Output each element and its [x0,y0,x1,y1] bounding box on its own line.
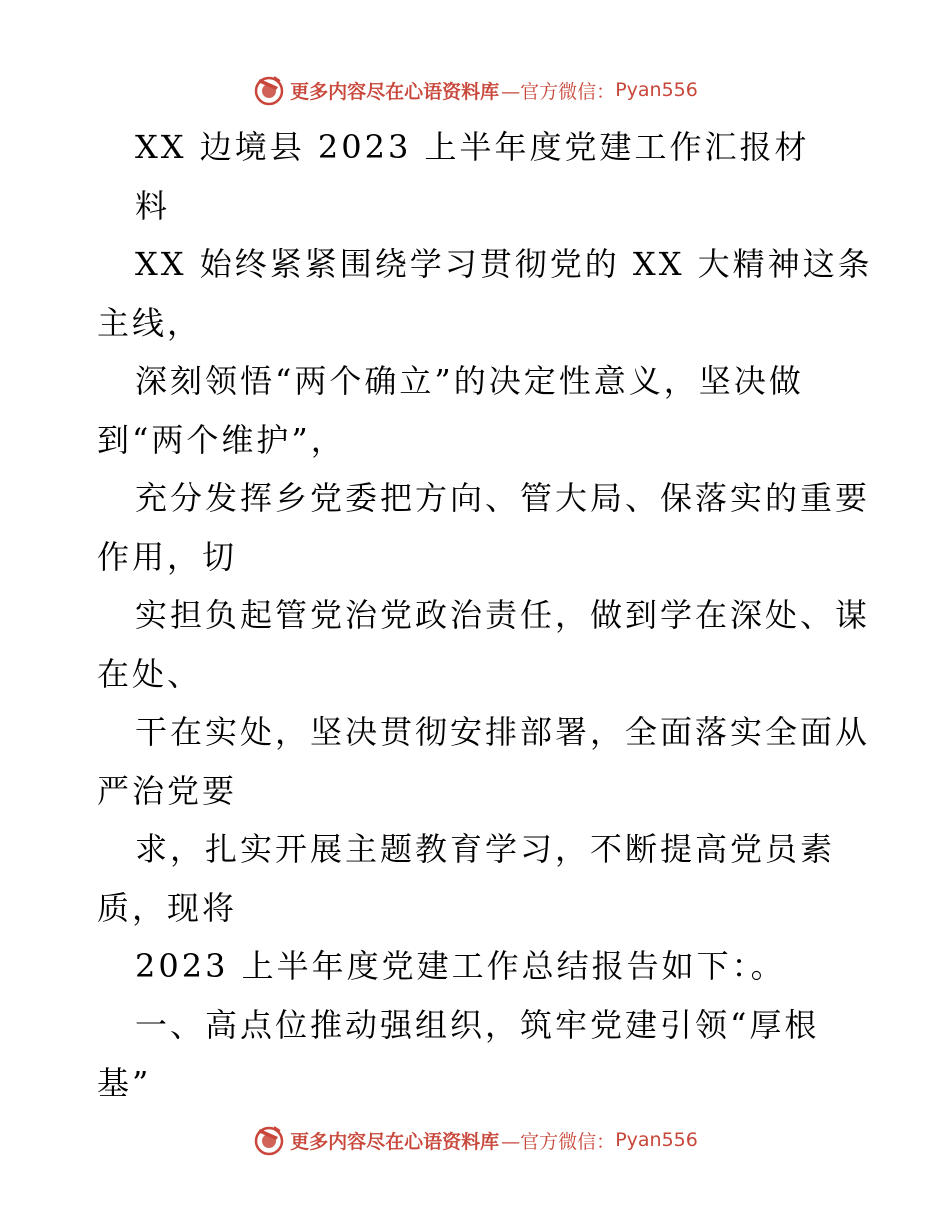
text-line: 充分发挥乡党委把方向、管大局、保落实的重要 [135,479,871,517]
text-line: 主线， [97,303,203,342]
text-line: 到“两个维护”， [97,420,346,459]
text-line: 深刻领悟“两个确立”的决定性意义，坚决做 [135,362,804,400]
text-line: XX 始终紧紧围绕学习贯彻党的 XX 大精神这条 [135,245,873,283]
text-line: 质，现将 [97,888,238,927]
document-body [97,118,873,1113]
watermark-wechat-id: Pyan556 [615,1129,698,1151]
text-line: 2023 上半年度党建工作总结报告如下：。 [135,947,786,985]
watermark-separator: —官方微信： [501,80,616,103]
text-line: 实担负起管党治党政治责任，做到学在深处、谋 [135,596,871,634]
header-watermark [0,70,950,110]
text-line: 作用，切 [97,537,238,576]
text-line: 求，扎实开展主题教育学习，不断提高党员素 [135,830,836,868]
text-line: XX 边境县 2023 上半年度党建工作汇报材 [135,128,810,166]
brush-logo-icon [252,73,286,107]
text-line: 一、高点位推动强组织，筑牢党建引领“厚根 [135,1005,820,1044]
text-line: 基” [97,1064,152,1102]
text-line: 料 [135,186,171,225]
brush-logo-icon [252,1123,286,1157]
text-line: 干在实处，坚决贯彻安排部署，全面落实全面从 [135,713,871,751]
watermark-text: 更多内容尽在心语资料库 [290,1130,500,1153]
watermark-separator: —官方微信： [501,1130,616,1153]
footer-watermark [0,1120,950,1160]
watermark-text: 更多内容尽在心语资料库 [290,80,500,103]
text-line: 在处、 [97,654,203,693]
watermark-wechat-id: Pyan556 [615,79,698,101]
text-line: 严治党要 [97,771,238,810]
